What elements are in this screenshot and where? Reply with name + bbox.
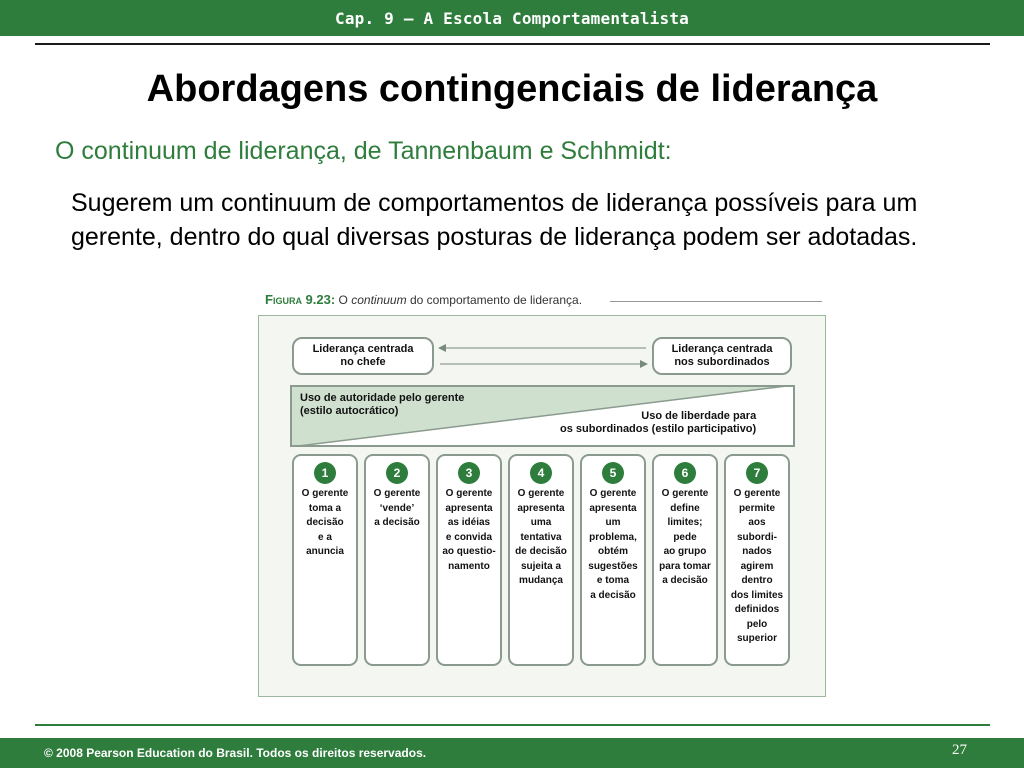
behavior-card-4	[508, 454, 574, 666]
page-number: 27	[952, 742, 967, 758]
chapter-header-bar	[0, 0, 1024, 36]
card-number: 3	[458, 462, 480, 484]
card-number: 2	[386, 462, 408, 484]
card-number: 5	[602, 462, 624, 484]
behavior-card-3	[436, 454, 502, 666]
card-text: O gerente permite aos subordi- nados agirem dentro dos limites definidos pelo superior	[730, 488, 784, 644]
figure-caption	[265, 292, 825, 314]
header-divider	[35, 43, 990, 45]
boss-centered-label: Liderança centrada no chefe	[312, 343, 414, 368]
behavior-card-7	[724, 454, 790, 666]
subordinate-centered-label: Liderança centrada nos subordinados	[671, 343, 773, 368]
card-number: 1	[314, 462, 336, 484]
footer-divider	[35, 724, 990, 726]
slide-subtitle: O continuum de liderança, de Tannenbaum e Schhmidt:	[55, 137, 672, 165]
card-number: 7	[746, 462, 768, 484]
card-number: 6	[674, 462, 696, 484]
card-text: O gerente ‘vende’ a decisão	[373, 488, 421, 528]
behavior-card-1	[292, 454, 358, 666]
freedom-label: Uso de liberdade para os subordinados (estilo participativo)	[560, 410, 757, 435]
copyright-text: © 2008 Pearson Education do Brasil. Todos os direitos reservados.	[44, 746, 427, 760]
card-number: 4	[530, 462, 552, 484]
footer-bar	[0, 738, 1024, 768]
behavior-card-6	[652, 454, 718, 666]
slide-title: Abordagens contingenciais de liderança	[146, 68, 878, 110]
figure-number: Figura 9.23:	[265, 292, 336, 307]
figure-caption-prefix: O	[338, 293, 348, 307]
card-text: O gerente apresenta uma tentativa de decisão sujeita a mudança	[515, 488, 567, 586]
card-text: O gerente define limites; pede ao grupo para tomar a decisão	[659, 488, 711, 586]
behavior-card-5	[580, 454, 646, 666]
figure-caption-italic: continuum	[351, 293, 407, 307]
card-text: O gerente toma a decisão e a anuncia	[301, 488, 349, 557]
slide-body-text: Sugerem um continuum de comportamentos de liderança possíveis para um gerente, dentro do qual diversas posturas de liderança podem ser adotadas.	[71, 189, 918, 251]
subordinate-centered-pill	[652, 337, 792, 375]
arrow-to-boss	[438, 344, 646, 352]
boss-centered-pill	[292, 337, 434, 375]
card-text: O gerente apresenta as idéias e convida ao questio- namento	[442, 488, 496, 572]
card-text: O gerente apresenta um problema, obtém sugestões e toma a decisão	[588, 488, 638, 601]
behavior-card-2	[364, 454, 430, 666]
figure-caption-rest: do comportamento de liderança.	[409, 293, 583, 307]
continuum-arrows	[434, 340, 652, 372]
arrow-to-subordinates	[440, 360, 648, 368]
authority-label: Uso de autoridade pelo gerente (estilo autocrático)	[300, 392, 465, 417]
chapter-title: Cap. 9 – A Escola Comportamentalista	[335, 8, 689, 28]
figure-caption-line	[610, 301, 822, 302]
